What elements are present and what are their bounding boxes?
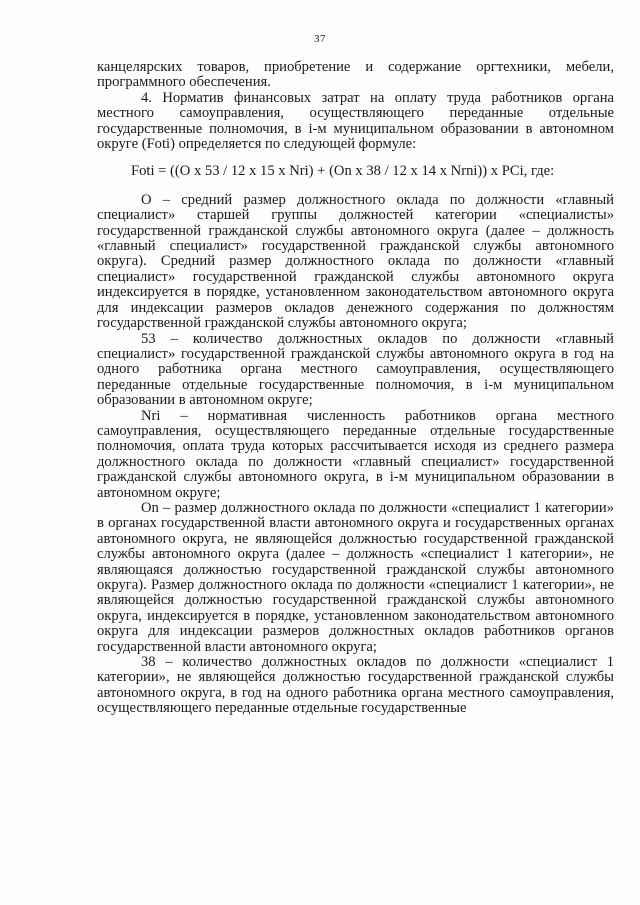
page-number: 37	[314, 33, 326, 45]
document-body	[97, 60, 614, 717]
paragraph-def-O: О – средний размер должностного оклада по должности «главный специалист» старшей группы должностей категории «специалисты» государственной гражданской службы автономного округа (далее – должность «главный специалист» государственной гражданской службы автономного округа). Средний размер должностного оклада по должности «главный специалист» государственной гражданской службы автономного округа индексируется в порядке, установленном законодательством автономного округа для индексации размеров окладов денежного содержания по должностям государственной гражданской службы автономного округа;	[97, 191, 614, 332]
paragraph-continuation: канцелярских товаров, приобретение и содержание оргтехники, мебели, программного обеспечения.	[97, 59, 614, 91]
paragraph-def-On: On – размер должностного оклада по должности «специалист 1 категории» в органах государственной власти автономного округа и государственных органах автономного округа, не являющейся должностью государственной гражданской службы автономного округа (далее – должность «специалист 1 категории», не являющаяся должностью государственной гражданской службы автономного округа). Размер должностного оклада по должности «специалист 1 категории», не являющейся должностью государственной гражданской службы автономного округа, индексируется в порядке, установленном законодательством автономного округа для индексации размеров должностных окладов работников органов государственной власти автономного округа;	[97, 499, 614, 655]
paragraph-def-53: 53 – количество должностных окладов по должности «главный специалист» государственной гражданской службы автономного округа в год на одного работника органа местного самоуправления, осуществляющего переданные отдельные государственные полномочия, в i-м муниципальном образовании в автономном округе;	[97, 330, 614, 409]
formula: Foti = ((O x 53 / 12 x 15 x Nri) + (On x 38 / 12 x 14 x Nrni)) x PCi, где:	[131, 163, 555, 180]
paragraph-item-4: 4. Норматив финансовых затрат на оплату труда работников органа местного самоуправления, осуществляющего переданные отдельные государственные полномочия, в i-м муниципальном образовании в автономном округе (Foti) определяется по следующей формуле:	[97, 89, 614, 153]
paragraph-def-Nri: Nri – нормативная численность работников органа местного самоуправления, осуществляющего переданные отдельные государственные полномочия, оплата труда которых рассчитывается исходя из среднего размера должностного оклада по должности «главный специалист» государственной гражданской службы автономного округа, в i-м муниципальном образовании в автономном округе;	[97, 407, 614, 501]
paragraph-def-38: 38 – количество должностных окладов по должности «специалист 1 категории», не являющейся должностью государственной гражданской службы автономного округа, в год на одного работника органа местного самоуправления, осуществляющего переданные отдельные государственные	[97, 654, 614, 717]
